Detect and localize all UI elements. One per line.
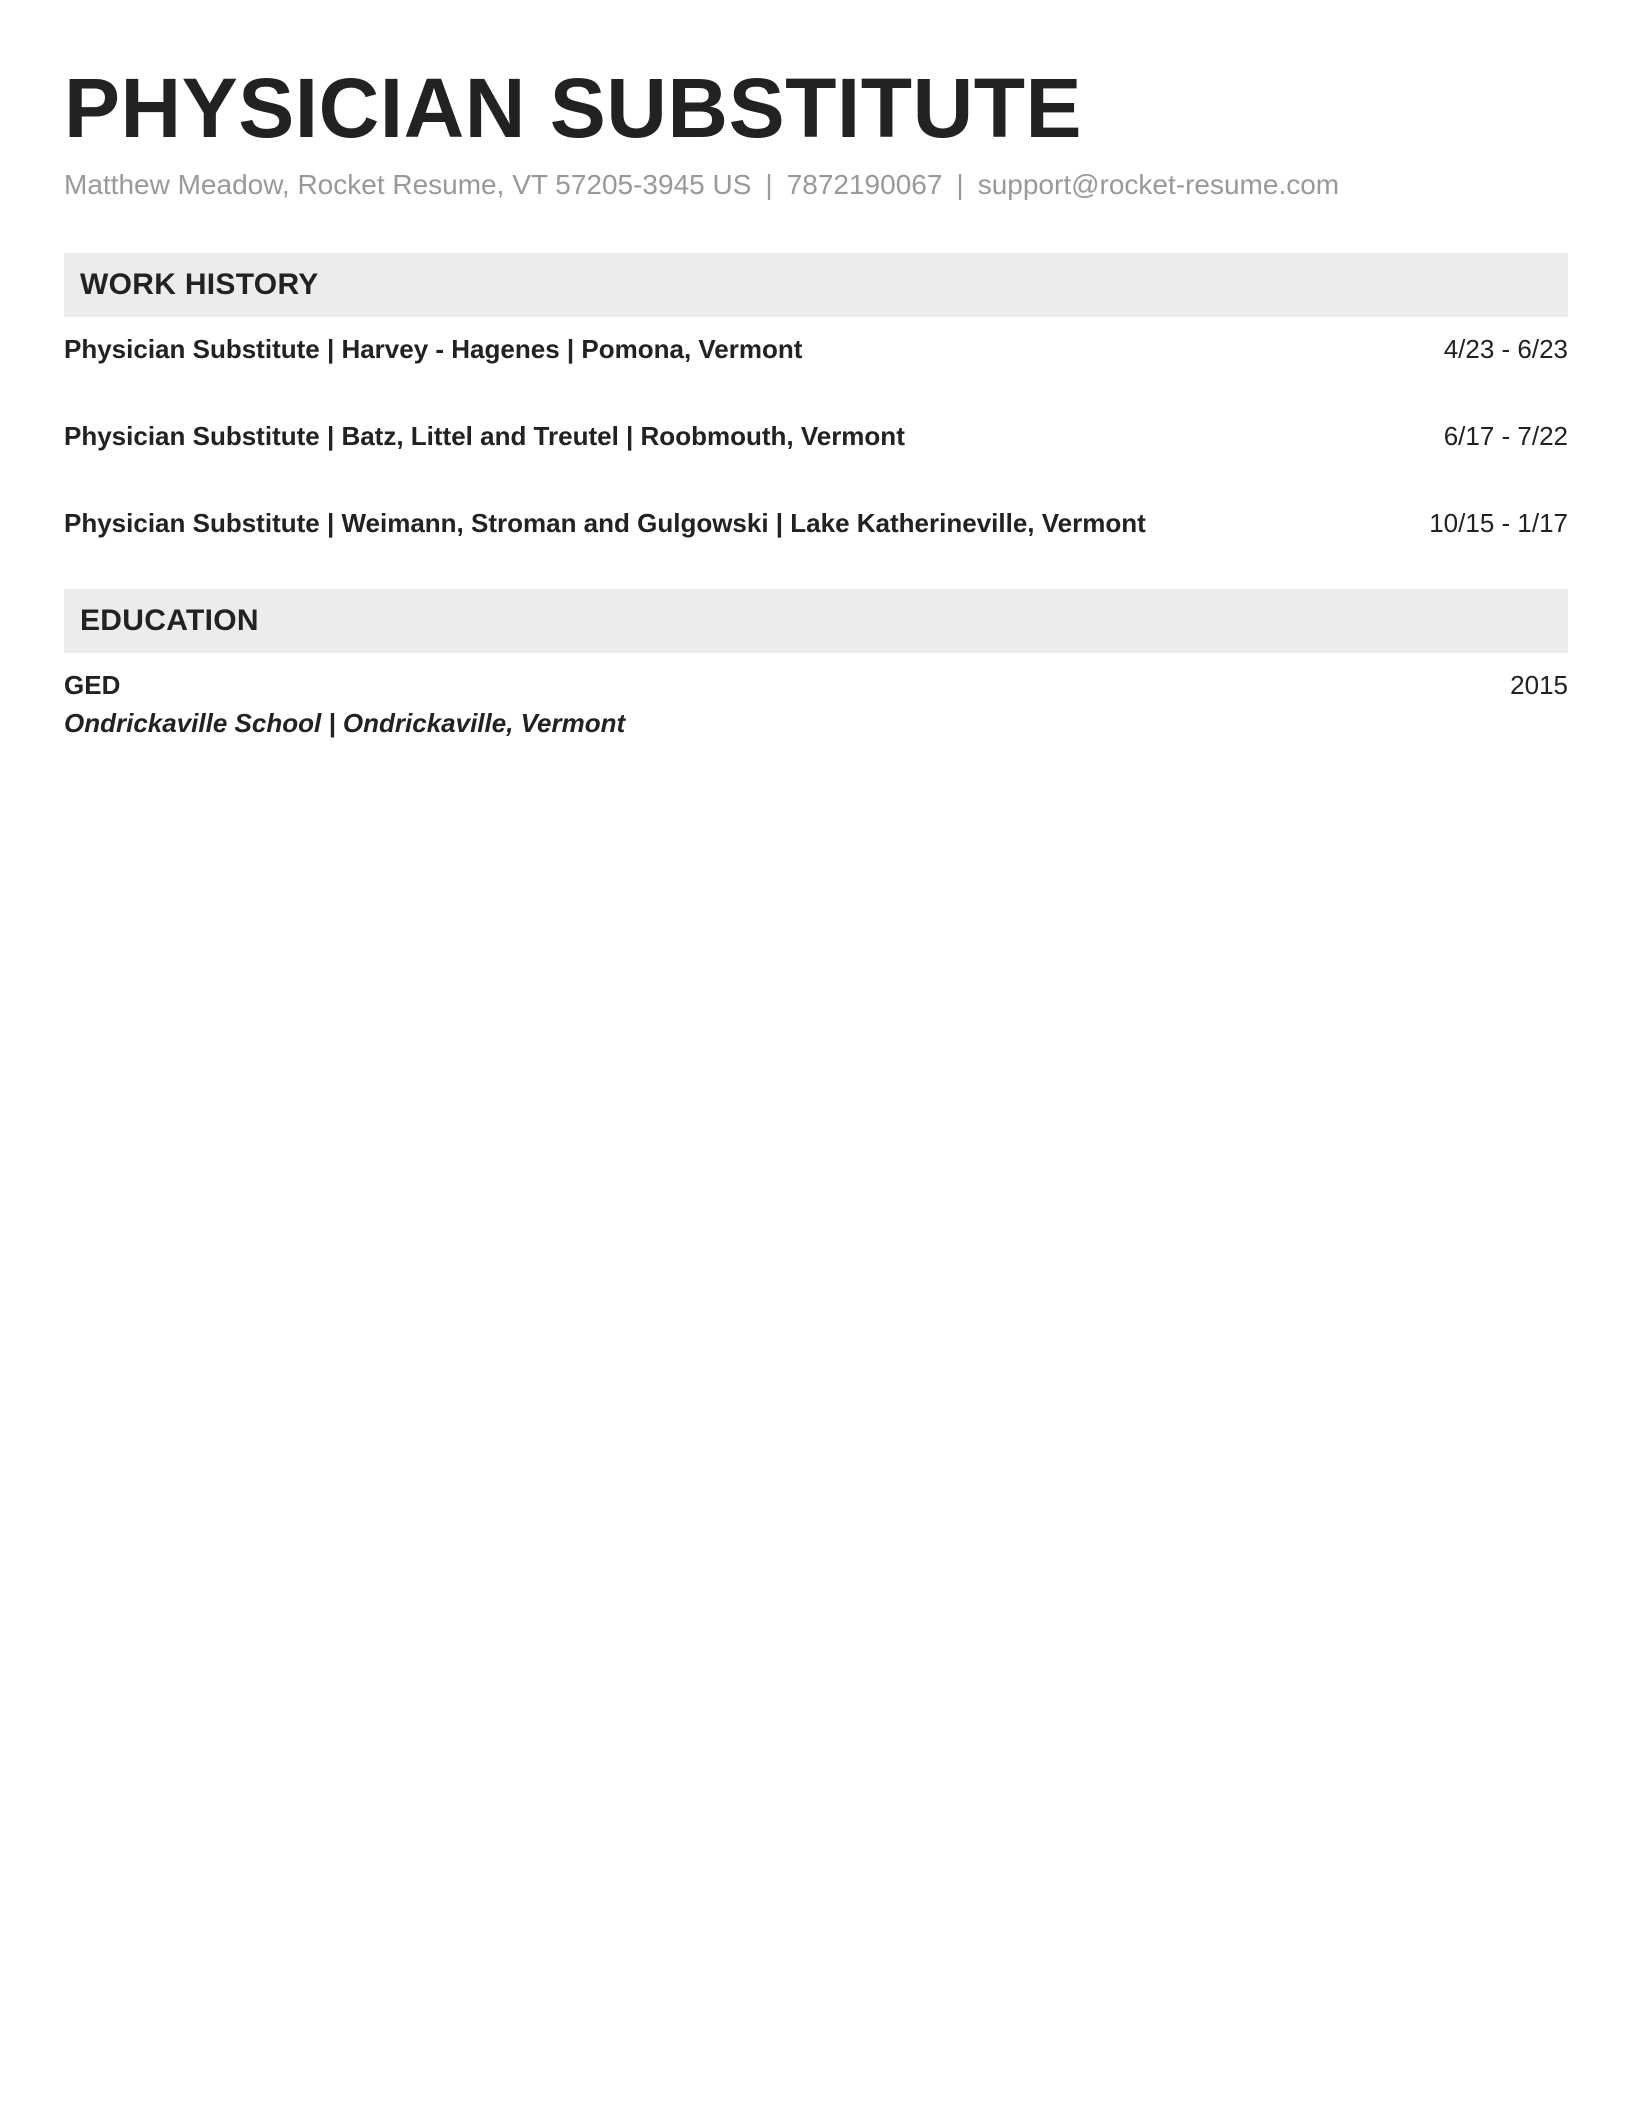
education-heading: EDUCATION (64, 589, 1568, 653)
work-history-heading: WORK HISTORY (64, 253, 1568, 317)
resume-title: PHYSICIAN SUBSTITUTE (64, 61, 1083, 155)
job-dates: 10/15 - 1/17 (1429, 508, 1568, 538)
contact-separator: | (956, 169, 964, 200)
contact-line (64, 168, 1568, 202)
job-entry (64, 420, 1568, 452)
education-degree: GED (64, 670, 121, 700)
job-title: Physician Substitute | Harvey - Hagenes | Pomona, Vermont (64, 334, 803, 364)
job-title: Physician Substitute | Batz, Littel and Treutel | Roobmouth, Vermont (64, 421, 905, 451)
contact-separator: | (765, 169, 773, 200)
education-year: 2015 (1510, 670, 1568, 700)
education-school: Ondrickaville School | Ondrickaville, Vermont (64, 708, 626, 738)
job-entry (64, 333, 1568, 365)
job-title: Physician Substitute | Weimann, Stroman and Gulgowski | Lake Katherineville, Vermont (64, 508, 1146, 538)
job-dates: 4/23 - 6/23 (1443, 334, 1568, 364)
contact-email: support@rocket-resume.com (977, 169, 1340, 200)
contact-address: Matthew Meadow, Rocket Resume, VT 57205-3945 US (64, 169, 752, 200)
job-dates: 6/17 - 7/22 (1443, 421, 1568, 451)
education-entry (64, 669, 1568, 701)
contact-phone: 7872190067 (786, 169, 943, 200)
job-entry (64, 507, 1568, 539)
